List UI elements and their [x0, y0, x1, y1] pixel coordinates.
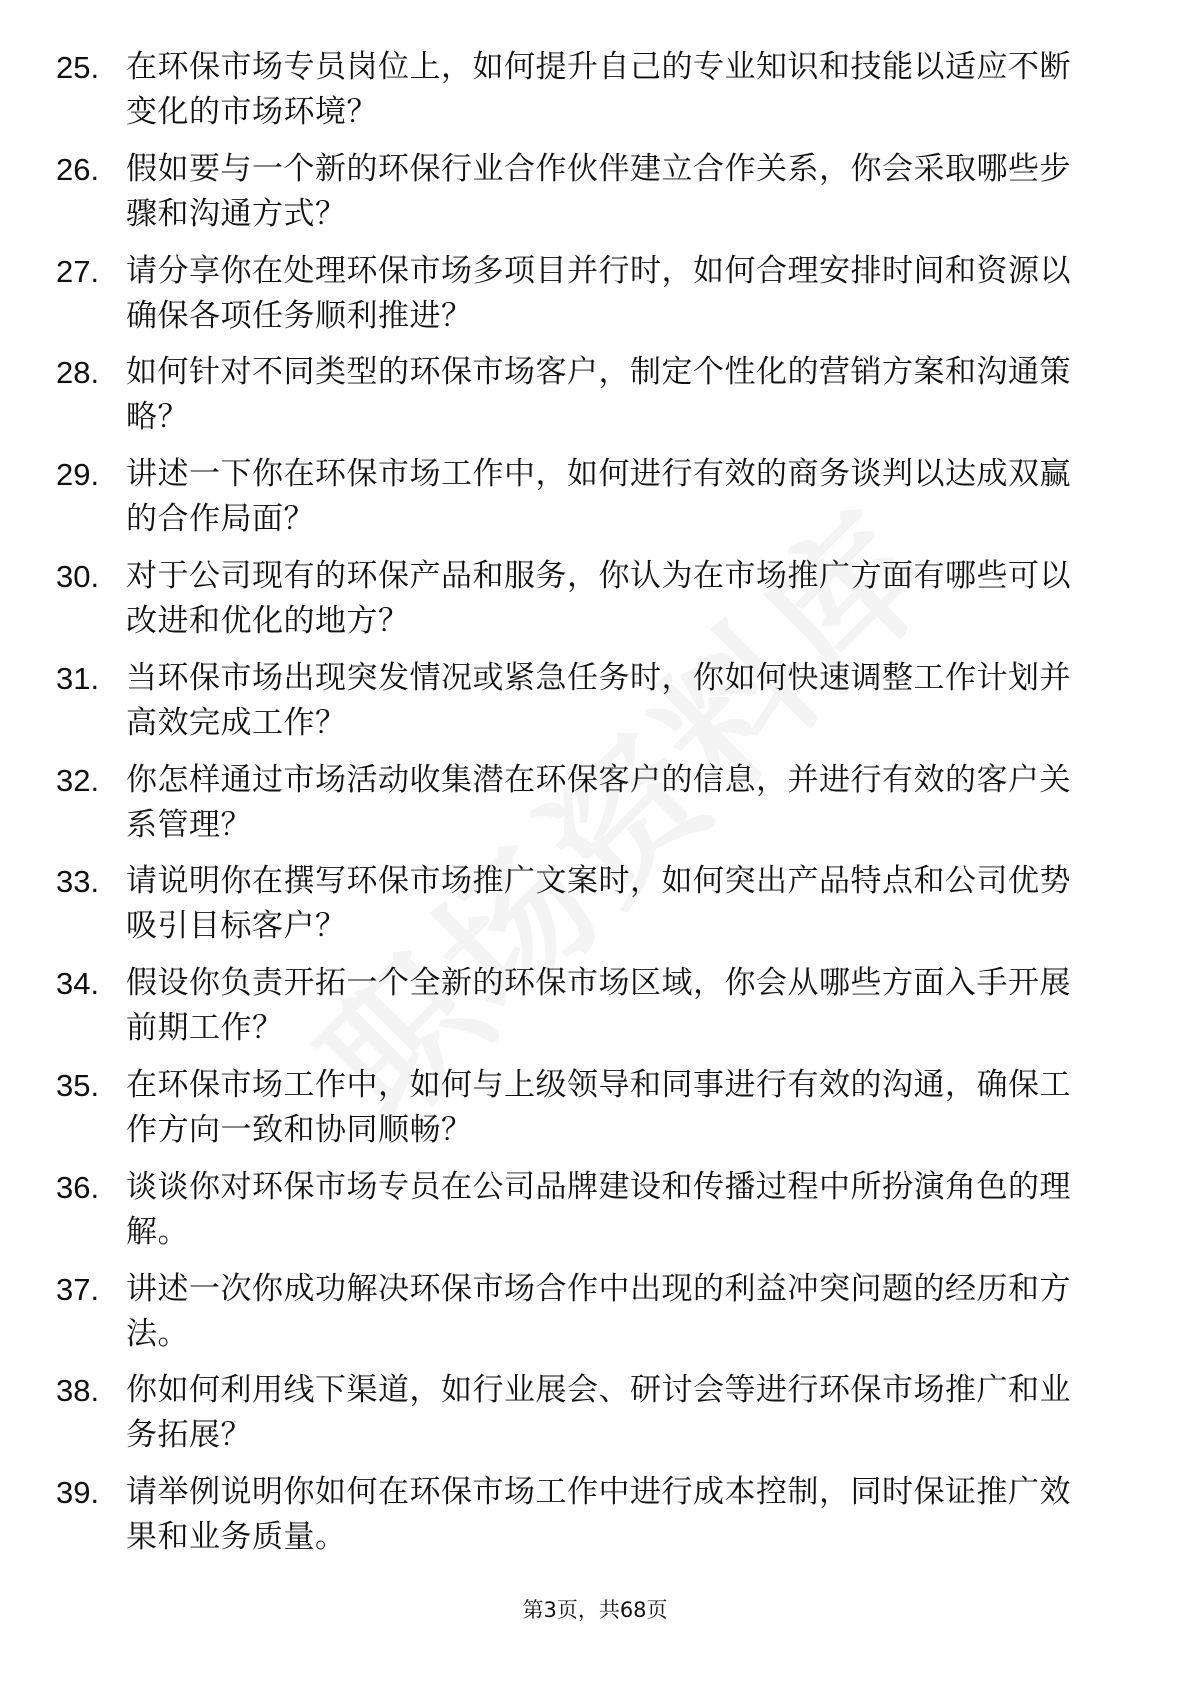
question-text: 请说明你在撰写环保市场推广文案时，如何突出产品特点和公司优势吸引目标客户？ [126, 863, 1071, 945]
question-number: 32. [56, 762, 100, 798]
question-text: 你如何利用线下渠道，如行业展会、研讨会等进行环保市场推广和业务拓展？ [126, 1372, 1071, 1454]
question-item [0, 45, 1190, 135]
question-text: 你怎样通过市场活动收集潜在环保客户的信息，并进行有效的客户关系管理？ [126, 761, 1071, 843]
question-number: 28. [56, 355, 100, 391]
question-item [0, 554, 1190, 644]
question-item [0, 1063, 1190, 1153]
question-text: 讲述一下你在环保市场工作中，如何进行有效的商务谈判以达成双赢的合作局面？ [126, 456, 1071, 538]
question-item [0, 758, 1190, 848]
question-item [0, 452, 1190, 542]
question-item [0, 350, 1190, 440]
question-text: 假设你负责开拓一个全新的环保市场区域，你会从哪些方面入手开展前期工作？ [126, 965, 1071, 1047]
question-number: 26. [56, 151, 100, 187]
question-text: 如何针对不同类型的环保市场客户，制定个性化的营销方案和沟通策略？ [126, 354, 1071, 436]
question-text: 谈谈你对环保市场专员在公司品牌建设和传播过程中所扮演角色的理解。 [126, 1168, 1071, 1250]
question-item [0, 147, 1190, 237]
question-item [0, 249, 1190, 339]
question-item [0, 1165, 1190, 1255]
question-text: 讲述一次你成功解决环保市场合作中出现的利益冲突问题的经历和方法。 [126, 1270, 1071, 1352]
page-footer [0, 1594, 1190, 1624]
question-number: 39. [56, 1475, 100, 1511]
question-item [0, 859, 1190, 949]
question-number: 33. [56, 864, 100, 900]
question-number: 29. [56, 457, 100, 493]
page-number: 第3页，共68页 [522, 1598, 668, 1622]
question-number: 38. [56, 1373, 100, 1409]
question-number: 30. [56, 558, 100, 594]
question-item [0, 961, 1190, 1051]
question-item [0, 656, 1190, 746]
question-item [0, 1267, 1190, 1357]
question-number: 35. [56, 1067, 100, 1103]
question-text: 在环保市场工作中，如何与上级领导和同事进行有效的沟通，确保工作方向一致和协同顺畅？ [126, 1066, 1071, 1148]
question-text: 在环保市场专员岗位上，如何提升自己的专业知识和技能以适应不断变化的市场环境？ [126, 49, 1071, 130]
question-number: 31. [56, 660, 100, 696]
question-number: 27. [56, 253, 100, 289]
question-number: 25. [56, 50, 100, 85]
question-number: 36. [56, 1169, 100, 1205]
question-number: 34. [56, 966, 100, 1002]
question-text: 假如要与一个新的环保行业合作伙伴建立合作关系，你会采取哪些步骤和沟通方式？ [126, 150, 1071, 232]
question-text: 当环保市场出现突发情况或紧急任务时，你如何快速调整工作计划并高效完成工作？ [126, 659, 1071, 741]
question-list [0, 45, 1190, 1572]
question-text: 对于公司现有的环保产品和服务，你认为在市场推广方面有哪些可以改进和优化的地方？ [126, 557, 1071, 639]
question-text: 请分享你在处理环保市场多项目并行时，如何合理安排时间和资源以确保各项任务顺利推进？ [126, 252, 1071, 334]
question-number: 37. [56, 1271, 100, 1307]
question-text: 请举例说明你如何在环保市场工作中进行成本控制，同时保证推广效果和业务质量。 [126, 1474, 1071, 1556]
question-item [0, 1470, 1190, 1560]
question-item [0, 1368, 1190, 1458]
